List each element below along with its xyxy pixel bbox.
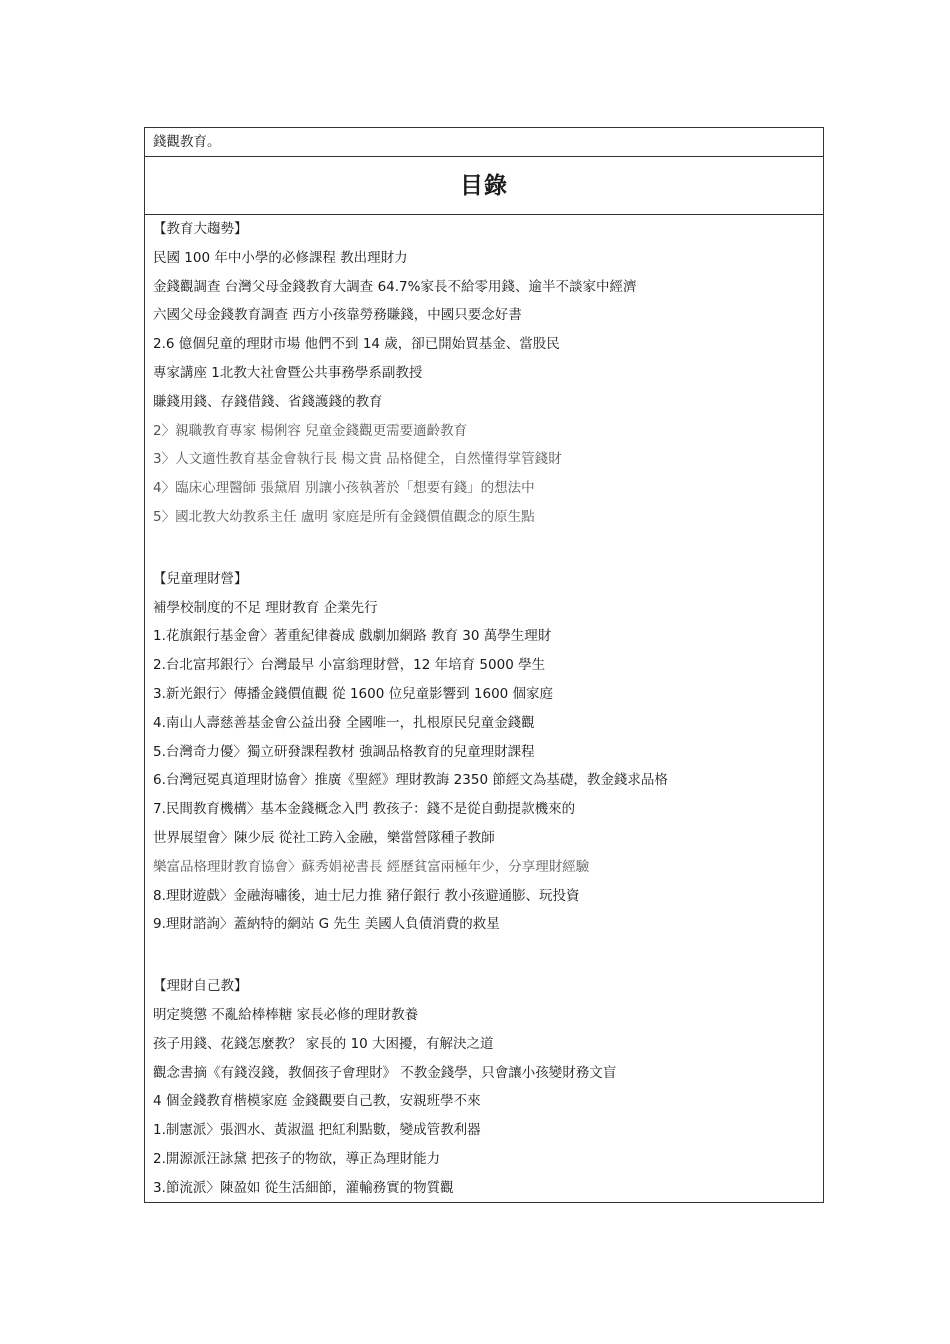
toc-entry: 專家講座 1北教大社會暨公共事務學系副教授: [153, 364, 423, 381]
toc-entry: 賺錢用錢、存錢借錢、省錢護錢的教育: [153, 393, 383, 410]
section-header: 【教育大趨勢】: [153, 221, 248, 237]
toc-entry: 世界展望會〉陳少辰 從社工跨入金融，樂當營隊種子教師: [153, 829, 495, 846]
toc-entry: 2.開源派汪詠黛 把孩子的物欲，導正為理財能力: [153, 1150, 441, 1167]
section-gap: [153, 939, 815, 972]
section-header: 【兒童理財營】: [153, 570, 248, 587]
section-header: 【理財自己教】: [153, 978, 248, 995]
toc-entry: 六國父母金錢教育調查 西方小孩靠勞務賺錢，中國只要念好書: [153, 307, 522, 324]
toc-entry: 2〉親職教育專家 楊俐容 兒童金錢觀更需要適齡教育: [153, 422, 468, 439]
toc-entry: 2.台北富邦銀行〉台灣最早 小富翁理財營，12 年培育 5000 學生: [153, 657, 546, 674]
toc-entry: 2.6 億個兒童的理財市場 他們不到 14 歲，卻已開始買基金、當股民: [153, 336, 560, 353]
toc-entry: 3〉人文適性教育基金會執行長 楊文貴 品格健全，自然懂得掌管錢財: [153, 451, 562, 468]
toc-content: [145, 215, 823, 1203]
toc-entry: 3.節流派〉陳盈如 從生活細節，灌輸務實的物質觀: [153, 1179, 454, 1196]
page-title: 目錄: [145, 157, 823, 215]
toc-entry: 觀念書摘《有錢沒錢，教個孩子會理財》 不教金錢學，只會讓小孩變財務文盲: [153, 1064, 617, 1081]
toc-entry: 1.花旗銀行基金會〉著重紀律養成 戲劇加網路 教育 30 萬學生理財: [153, 628, 552, 645]
toc-table: [144, 127, 824, 1203]
toc-entry: 3.新光銀行〉傳播金錢價值觀 從 1600 位兒童影響到 1600 個家庭: [153, 685, 554, 702]
toc-entry: 7.民間教育機構〉基本金錢概念入門 教孩子：錢不是從自動提款機來的: [153, 801, 576, 818]
toc-entry: 1.制憲派〉張泗水、黃淑溫 把紅利點數，變成管教利器: [153, 1122, 481, 1139]
toc-entry: 8.理財遊戲〉金融海嘯後，迪士尼力推 豬仔銀行 教小孩避通膨、玩投資: [153, 887, 580, 904]
toc-entry: 5〉國北教大幼教系主任 盧明 家庭是所有金錢價值觀念的原生點: [153, 508, 535, 525]
toc-entry: 孩子用錢、花錢怎麼教？ 家長的 10 大困擾，有解決之道: [153, 1035, 494, 1052]
toc-entry: 樂富品格理財教育協會〉蘇秀娟祕書長 經歷貧富兩極年少，分享理財經驗: [153, 858, 590, 875]
toc-entry: 金錢觀調查 台灣父母金錢教育大調查 64.7%家長不給零用錢、逾半不談家中經濟: [153, 278, 637, 295]
section-gap: [153, 532, 815, 565]
intro-text: 錢觀教育。: [145, 128, 823, 157]
toc-entry: 5.台灣奇力優〉獨立研發課程教材 強調品格教育的兒童理財課程: [153, 743, 535, 760]
toc-entry: 4〉臨床心理醫師 張黛眉 別讓小孩執著於「想要有錢」的想法中: [153, 480, 535, 497]
toc-entry: 補學校制度的不足 理財教育 企業先行: [153, 599, 378, 616]
toc-entry: 4.南山人壽慈善基金會公益出發 全國唯一，扎根原民兒童金錢觀: [153, 714, 535, 731]
toc-entry: 民國 100 年中小學的必修課程 教出理財力: [153, 249, 408, 266]
toc-entry: 4 個金錢教育楷模家庭 金錢觀要自己教，安親班學不來: [153, 1093, 481, 1110]
toc-entry: 6.台灣冠冕真道理財協會〉推廣《聖經》理財教誨 2350 節經文為基礎，教金錢求品格: [153, 772, 668, 789]
toc-entry: 9.理財諮詢〉蓋納特的網站 G 先生 美國人負債消費的救星: [153, 916, 500, 933]
toc-entry: 明定獎懲 不亂給棒棒糖 家長必修的理財教養: [153, 1006, 419, 1023]
